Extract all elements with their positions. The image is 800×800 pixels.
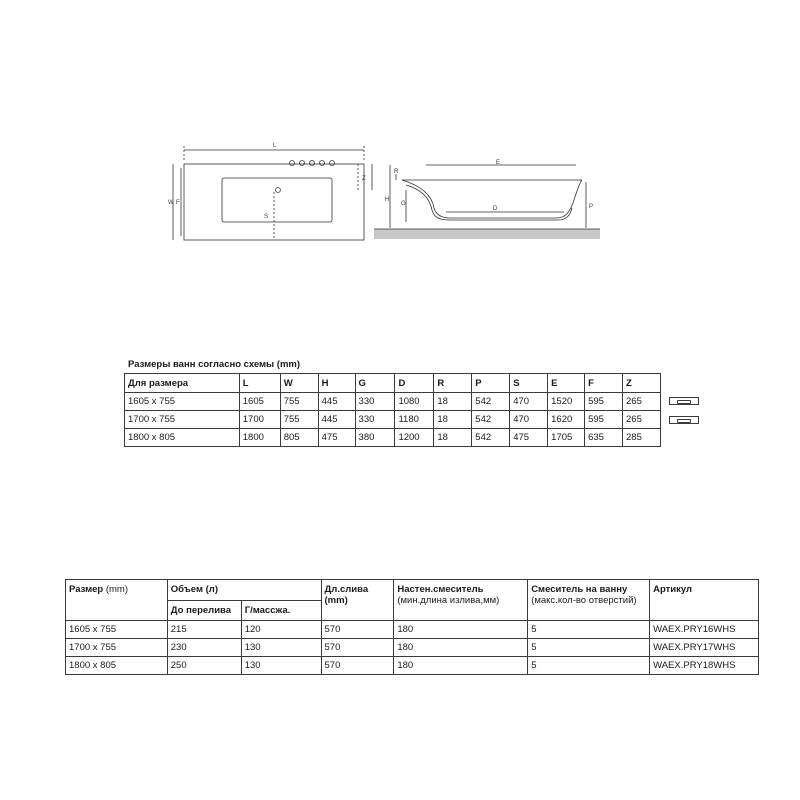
label-D: D xyxy=(493,206,498,212)
header-bath-mixer: Смеситель на ванну (макс.кол-во отверстий) xyxy=(528,580,650,621)
table-cell: 1700 x 755 xyxy=(66,639,168,657)
dimensions-title: Размеры ванн согласно схемы (mm) xyxy=(128,359,301,370)
table-cell: WAEX.PRY16WHS xyxy=(650,621,759,639)
table-cell: 285 xyxy=(623,429,661,447)
table-cell: 570 xyxy=(321,657,394,675)
table-cell: 5 xyxy=(528,657,650,675)
table-cell: 755 xyxy=(280,393,318,411)
header-article: Артикул xyxy=(650,580,759,621)
specs-header-row xyxy=(66,580,759,601)
label-L: L xyxy=(273,143,277,149)
side-view-drawing xyxy=(374,165,600,239)
table-cell: 595 xyxy=(585,393,623,411)
header-wall-mixer: Настен.смеситель (мин.длина излива,мм) xyxy=(394,580,528,621)
table-cell: 5 xyxy=(528,621,650,639)
table-cell: 18 xyxy=(434,393,472,411)
table-cell: 542 xyxy=(472,429,510,447)
overflow-slot-icon xyxy=(669,416,699,424)
table-cell: 130 xyxy=(241,639,321,657)
table-cell: 570 xyxy=(321,639,394,657)
table-row xyxy=(125,393,661,411)
table-cell: 1080 xyxy=(395,393,434,411)
header-to-overflow: До перелива xyxy=(167,601,241,621)
table-cell: 445 xyxy=(318,393,355,411)
table-cell: 5 xyxy=(528,639,650,657)
table-cell: 475 xyxy=(510,429,548,447)
table-cell: 1605 xyxy=(239,393,280,411)
header-cell: R xyxy=(434,374,472,393)
table-cell: 1605 x 755 xyxy=(125,393,240,411)
table-row xyxy=(66,639,759,657)
table-cell: 1520 xyxy=(548,393,585,411)
top-view-drawing xyxy=(173,146,372,240)
overflow-slot-icon xyxy=(669,397,699,405)
table-cell: 1800 xyxy=(239,429,280,447)
header-cell: P xyxy=(472,374,510,393)
table-cell: 180 xyxy=(394,639,528,657)
table-cell: 805 xyxy=(280,429,318,447)
table-cell: 470 xyxy=(510,411,548,429)
table-cell: 1800 x 805 xyxy=(125,429,240,447)
header-cell: S xyxy=(510,374,548,393)
table-cell: 265 xyxy=(623,393,661,411)
table-row xyxy=(125,411,661,429)
header-cell: L xyxy=(239,374,280,393)
table-cell: 1700 x 755 xyxy=(125,411,240,429)
table-cell: 1180 xyxy=(395,411,434,429)
table-cell: 250 xyxy=(167,657,241,675)
table-cell: 755 xyxy=(280,411,318,429)
label-Z: Z xyxy=(362,176,366,182)
table-cell: 1200 xyxy=(395,429,434,447)
table-cell: 445 xyxy=(318,411,355,429)
label-F: F xyxy=(176,200,180,206)
table-cell: 380 xyxy=(355,429,395,447)
table-cell: 130 xyxy=(241,657,321,675)
table-cell: WAEX.PRY18WHS xyxy=(650,657,759,675)
header-cell: E xyxy=(548,374,585,393)
label-R: R xyxy=(394,169,399,175)
table-cell: 1800 x 805 xyxy=(66,657,168,675)
table-cell: 1620 xyxy=(548,411,585,429)
label-G: G xyxy=(401,201,406,207)
header-cell: Для размера xyxy=(125,374,240,393)
label-W: W xyxy=(168,200,174,206)
table-cell: 635 xyxy=(585,429,623,447)
table-cell: 542 xyxy=(472,411,510,429)
table-cell: WAEX.PRY17WHS xyxy=(650,639,759,657)
header-volume: Объем (л) xyxy=(167,580,321,601)
label-E: E xyxy=(496,160,501,166)
table-cell: 120 xyxy=(241,621,321,639)
bathtub-diagram xyxy=(160,138,610,250)
header-cell: Z xyxy=(623,374,661,393)
header-cell: D xyxy=(395,374,434,393)
label-P: P xyxy=(589,204,594,210)
table-row xyxy=(66,657,759,675)
table-cell: 230 xyxy=(167,639,241,657)
table-cell: 542 xyxy=(472,393,510,411)
table-cell: 1605 x 755 xyxy=(66,621,168,639)
header-hydromassage: Г/массжа. xyxy=(241,601,321,621)
table-cell: 180 xyxy=(394,657,528,675)
table-cell: 180 xyxy=(394,621,528,639)
header-drain-length: Дл.слива (mm) xyxy=(321,580,394,621)
table-cell: 570 xyxy=(321,621,394,639)
table-row xyxy=(125,429,661,447)
table-cell: 18 xyxy=(434,411,472,429)
dimensions-table xyxy=(124,373,661,447)
table-cell: 595 xyxy=(585,411,623,429)
specs-table xyxy=(65,579,759,675)
table-cell: 330 xyxy=(355,411,395,429)
dimensions-header-row xyxy=(125,374,661,393)
table-cell: 1700 xyxy=(239,411,280,429)
table-row xyxy=(66,621,759,639)
header-cell: F xyxy=(585,374,623,393)
header-cell: W xyxy=(280,374,318,393)
table-cell: 1705 xyxy=(548,429,585,447)
table-cell: 330 xyxy=(355,393,395,411)
table-cell: 265 xyxy=(623,411,661,429)
label-H: H xyxy=(385,197,390,203)
table-cell: 470 xyxy=(510,393,548,411)
label-S: S xyxy=(264,214,269,220)
table-cell: 18 xyxy=(434,429,472,447)
table-cell: 475 xyxy=(318,429,355,447)
header-size: Размер (mm) xyxy=(66,580,168,621)
table-cell: 215 xyxy=(167,621,241,639)
header-cell: H xyxy=(318,374,355,393)
header-cell: G xyxy=(355,374,395,393)
